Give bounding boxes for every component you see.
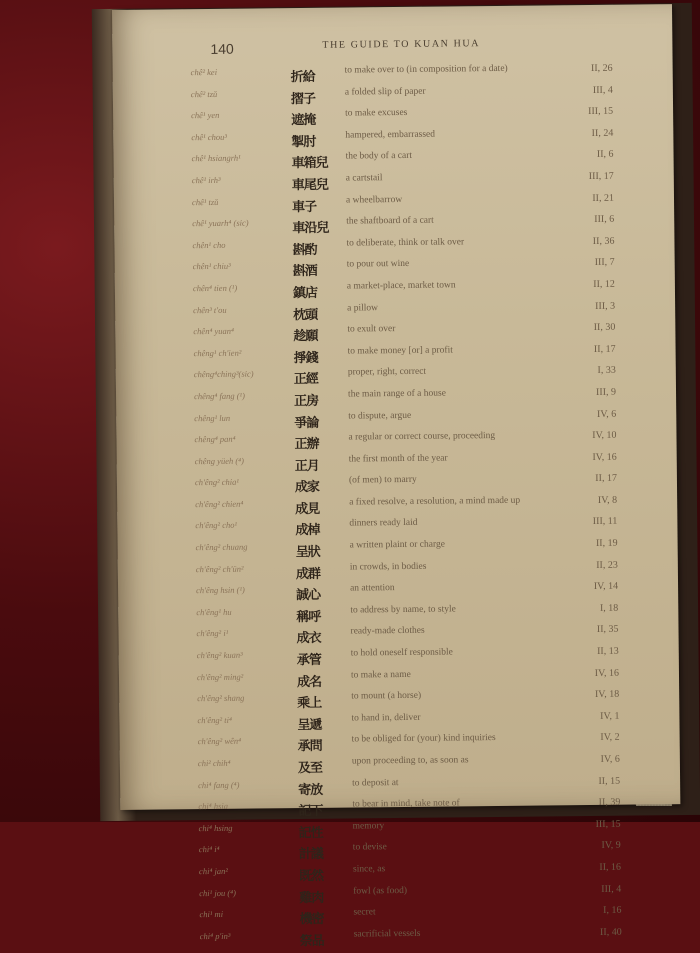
lesson-reference: II, 17 (593, 343, 616, 355)
chinese-characters: 成群 (295, 566, 321, 582)
romanization: ch'êng² shang (197, 692, 245, 704)
lesson-reference: III, 4 (592, 84, 613, 96)
lesson-reference: II, 39 (598, 796, 621, 809)
romanization: chê¹ yen (191, 110, 220, 121)
vocabulary-list (113, 62, 682, 953)
lesson-reference: IV, 6 (600, 753, 620, 765)
chinese-characters: 承問 (297, 739, 322, 755)
romanization: chê¹ irh³ (191, 174, 221, 186)
romanization: chi² chih⁴ (197, 757, 231, 769)
chinese-characters: 掙錢 (293, 350, 318, 366)
lesson-reference: IV, 18 (594, 688, 620, 701)
english-gloss: since, as (352, 864, 386, 875)
lesson-reference: III, 11 (592, 516, 618, 528)
chinese-characters: 成家 (294, 480, 320, 496)
chinese-characters: 掣肘 (291, 134, 316, 150)
chinese-characters: 車子 (291, 199, 317, 215)
lesson-reference: II, 21 (592, 192, 615, 204)
english-gloss: the main range of a house (347, 388, 446, 400)
chinese-characters: 誠心 (296, 588, 321, 604)
chinese-characters: 成棹 (295, 523, 320, 539)
lesson-reference: I, 18 (599, 602, 619, 614)
lesson-reference: IV, 2 (600, 732, 620, 744)
romanization: chêng⁴ pan⁴ (194, 433, 236, 445)
lesson-reference: II, 17 (595, 473, 617, 485)
romanization: chi⁴ hsing (198, 822, 233, 833)
chinese-characters: 寄放 (298, 782, 323, 798)
english-gloss: the body of a cart (345, 151, 413, 162)
romanization: ch'êng² ch'ün² (195, 563, 244, 574)
romanization: chê¹ hsiangrh¹ (191, 153, 241, 164)
english-gloss: to pour out wine (346, 259, 410, 270)
lesson-reference: II, 30 (593, 321, 616, 334)
romanization: chên⁴ tien (¹) (192, 282, 238, 294)
lesson-reference: III, 9 (595, 386, 617, 398)
lesson-reference: II, 24 (591, 127, 614, 139)
romanization: chên⁴ yuan⁴ (193, 325, 235, 337)
english-gloss: dinners ready laid (349, 518, 418, 530)
chinese-characters: 記性 (298, 825, 323, 841)
romanization: ch'êng² i¹ (196, 628, 229, 639)
chinese-characters: 正月 (294, 458, 319, 474)
english-gloss: hampered, embarrassed (345, 129, 436, 141)
chinese-characters: 既然 (299, 868, 324, 885)
english-gloss: an attention (350, 583, 395, 594)
lesson-reference: II, 40 (599, 926, 622, 938)
chinese-characters: 車尾兒 (291, 177, 328, 194)
english-gloss: sacrificial vessels (353, 928, 421, 940)
lesson-reference: III, 6 (594, 213, 615, 226)
romanization: chên¹ cho (192, 239, 226, 250)
lesson-reference: IV, 1 (600, 710, 620, 722)
lesson-reference: II, 13 (597, 645, 619, 657)
lesson-reference: IV, 6 (596, 408, 617, 420)
romanization: ch'êng² wên⁴ (197, 736, 242, 747)
chinese-characters: 記下 (298, 804, 323, 820)
lesson-reference: II, 12 (593, 278, 615, 290)
chinese-characters: 成衣 (296, 631, 321, 647)
romanization: chê² kei (190, 66, 218, 78)
english-gloss: a cartstail (345, 173, 383, 184)
english-gloss: a regular or correct course, proceeding (348, 431, 496, 443)
lesson-reference: III, 7 (594, 257, 615, 269)
chinese-characters: 及至 (297, 760, 323, 777)
romanization: chê¹ yuarh⁴ (sic) (192, 217, 249, 229)
page-header (112, 36, 672, 62)
english-gloss: to address by name, to style (350, 604, 456, 616)
romanization: chêng⁴ fang (¹) (193, 390, 245, 402)
english-gloss: to make money [or] a profit (347, 345, 453, 357)
romanization: chêng¹ lun (194, 412, 231, 423)
romanization: chi⁴ jan² (198, 865, 228, 877)
lesson-reference: II, 19 (595, 537, 618, 550)
english-gloss: to deposit at (352, 777, 399, 789)
english-gloss: to make over to (in composition for a date) (344, 63, 508, 76)
romanization: ch'êng hsin (¹) (196, 584, 245, 596)
english-gloss: to be obliged for (your) kind inquiries (351, 733, 496, 745)
vocabulary-entry (122, 926, 682, 953)
lesson-reference: II, 36 (592, 235, 615, 247)
romanization: chi⁴ p'in³ (199, 930, 231, 941)
lesson-reference: IV, 16 (592, 451, 617, 463)
english-gloss: to exult over (347, 324, 396, 335)
lesson-reference: IV, 10 (592, 429, 617, 442)
english-gloss: ready-made clothes (350, 626, 425, 637)
english-gloss: proper, right, correct (347, 367, 427, 378)
romanization: chên³ t'ou (193, 304, 227, 315)
chinese-characters: 摺子 (290, 91, 316, 107)
romanization: chê² tzŭ (190, 88, 218, 99)
english-gloss: to devise (352, 842, 387, 853)
lesson-reference: IV, 14 (593, 580, 619, 593)
romanization: chi⁴ i⁴ (198, 844, 220, 855)
romanization: ch'êng² chuang (195, 541, 248, 553)
english-gloss: upon proceeding to, as soon as (351, 755, 469, 767)
chinese-characters: 枕頭 (293, 307, 318, 323)
romanization: ch'êng² kuan³ (196, 649, 243, 661)
page-number: 140 (210, 40, 234, 57)
romanization: ch'êng² chia¹ (194, 476, 239, 488)
english-gloss: memory (352, 820, 385, 832)
english-gloss: a pillow (347, 302, 379, 314)
chinese-characters: 成見 (295, 501, 320, 517)
chinese-characters: 承管 (296, 652, 321, 669)
english-gloss: (of men) to marry (348, 475, 417, 486)
english-gloss: the first month of the year (348, 453, 448, 465)
english-gloss: a market-place, market town (346, 280, 456, 292)
lesson-reference: II, 6 (596, 149, 614, 161)
chinese-characters: 稱呼 (296, 609, 321, 625)
chinese-characters: 斟酌 (292, 242, 317, 258)
romanization: chi⁴ hsia (198, 801, 229, 812)
chinese-characters: 正房 (294, 393, 319, 410)
romanization: chêng¹ ch'ien² (193, 347, 242, 358)
chinese-characters: 計議 (298, 847, 323, 863)
english-gloss: to make excuses (345, 108, 408, 119)
lesson-reference: III, 3 (595, 300, 616, 312)
lesson-reference: III, 4 (601, 883, 622, 895)
romanization: chi¹ mi (199, 909, 224, 920)
running-title: THE GUIDE TO KUAN HUA (322, 38, 481, 51)
english-gloss: to hand in, deliver (351, 712, 421, 724)
romanization: chi¹ jou (⁴) (199, 887, 236, 898)
chinese-characters: 車箱兒 (291, 156, 328, 172)
english-gloss: to make a name (350, 669, 411, 681)
english-gloss: a written plaint or charge (349, 539, 445, 551)
romanization: ch'êng² cho¹ (195, 520, 238, 531)
romanization: ch'êng² chien⁴ (195, 498, 244, 510)
english-gloss: a folded slip of paper (344, 86, 426, 98)
lesson-reference: I, 16 (603, 904, 622, 917)
chinese-characters: 遮掩 (291, 113, 316, 129)
lesson-reference: IV, 9 (601, 840, 621, 852)
english-gloss: to mount (a horse) (351, 691, 422, 702)
chinese-characters: 呈狀 (295, 544, 320, 561)
english-gloss: secret (353, 907, 376, 918)
chinese-characters: 機密 (299, 911, 324, 928)
romanization: ch'êng² ti⁴ (197, 714, 232, 725)
english-gloss: to hold oneself responsible (350, 647, 453, 659)
english-gloss: to deliberate, think or talk over (346, 237, 465, 249)
chinese-characters: 雞肉 (299, 890, 324, 906)
lesson-reference: IV, 16 (594, 667, 620, 679)
chinese-characters: 折給 (290, 69, 315, 86)
chinese-characters: 鎮店 (292, 285, 318, 302)
romanization: ch'êng¹ hu (196, 606, 232, 617)
chinese-characters: 呈遞 (297, 717, 322, 733)
romanization: chên¹ chiu³ (192, 261, 231, 272)
lesson-reference: III, 15 (595, 818, 621, 830)
chinese-characters: 斟酒 (292, 264, 317, 280)
chinese-characters: 正經 (293, 372, 318, 388)
chinese-characters: 爭論 (294, 415, 319, 431)
lesson-reference: II, 16 (599, 861, 622, 873)
chinese-characters: 成名 (296, 674, 322, 690)
book-page (112, 4, 680, 949)
romanization: chêng yüeh (⁴) (194, 455, 244, 466)
lesson-reference: II, 26 (590, 62, 613, 74)
romanization: chê¹ chou³ (191, 131, 227, 142)
chinese-characters: 祭品 (299, 933, 324, 949)
lesson-reference: III, 17 (588, 170, 614, 182)
english-gloss: to dispute, argue (348, 410, 412, 422)
english-gloss: in crowds, in bodies (349, 561, 427, 573)
romanization: chê¹ tzŭ (191, 196, 219, 207)
romanization: ch'êng² ming² (196, 671, 244, 682)
romanization: chêng⁴ching³(sic) (193, 368, 254, 380)
english-gloss: the shaftboard of a cart (346, 215, 434, 227)
lesson-reference: II, 35 (596, 624, 619, 636)
chinese-characters: 正辦 (294, 436, 319, 453)
english-gloss: fowl (as food) (353, 885, 408, 897)
english-gloss: a wheelbarrow (345, 194, 403, 206)
english-gloss: to bear in mind, take note of (352, 798, 460, 810)
romanization: chi⁴ fang (⁴) (198, 779, 240, 790)
lesson-reference: III, 15 (588, 105, 614, 118)
lesson-reference: I, 33 (597, 365, 616, 377)
chinese-characters: 車沿兒 (292, 220, 329, 237)
chinese-characters: 趁願 (293, 328, 318, 345)
lesson-reference: IV, 8 (597, 494, 618, 506)
lesson-reference: II, 15 (598, 775, 621, 787)
english-gloss: a fixed resolve, a resolution, a mind made up (349, 495, 521, 508)
chinese-characters: 乘上 (297, 696, 322, 712)
lesson-reference: II, 23 (596, 559, 618, 571)
